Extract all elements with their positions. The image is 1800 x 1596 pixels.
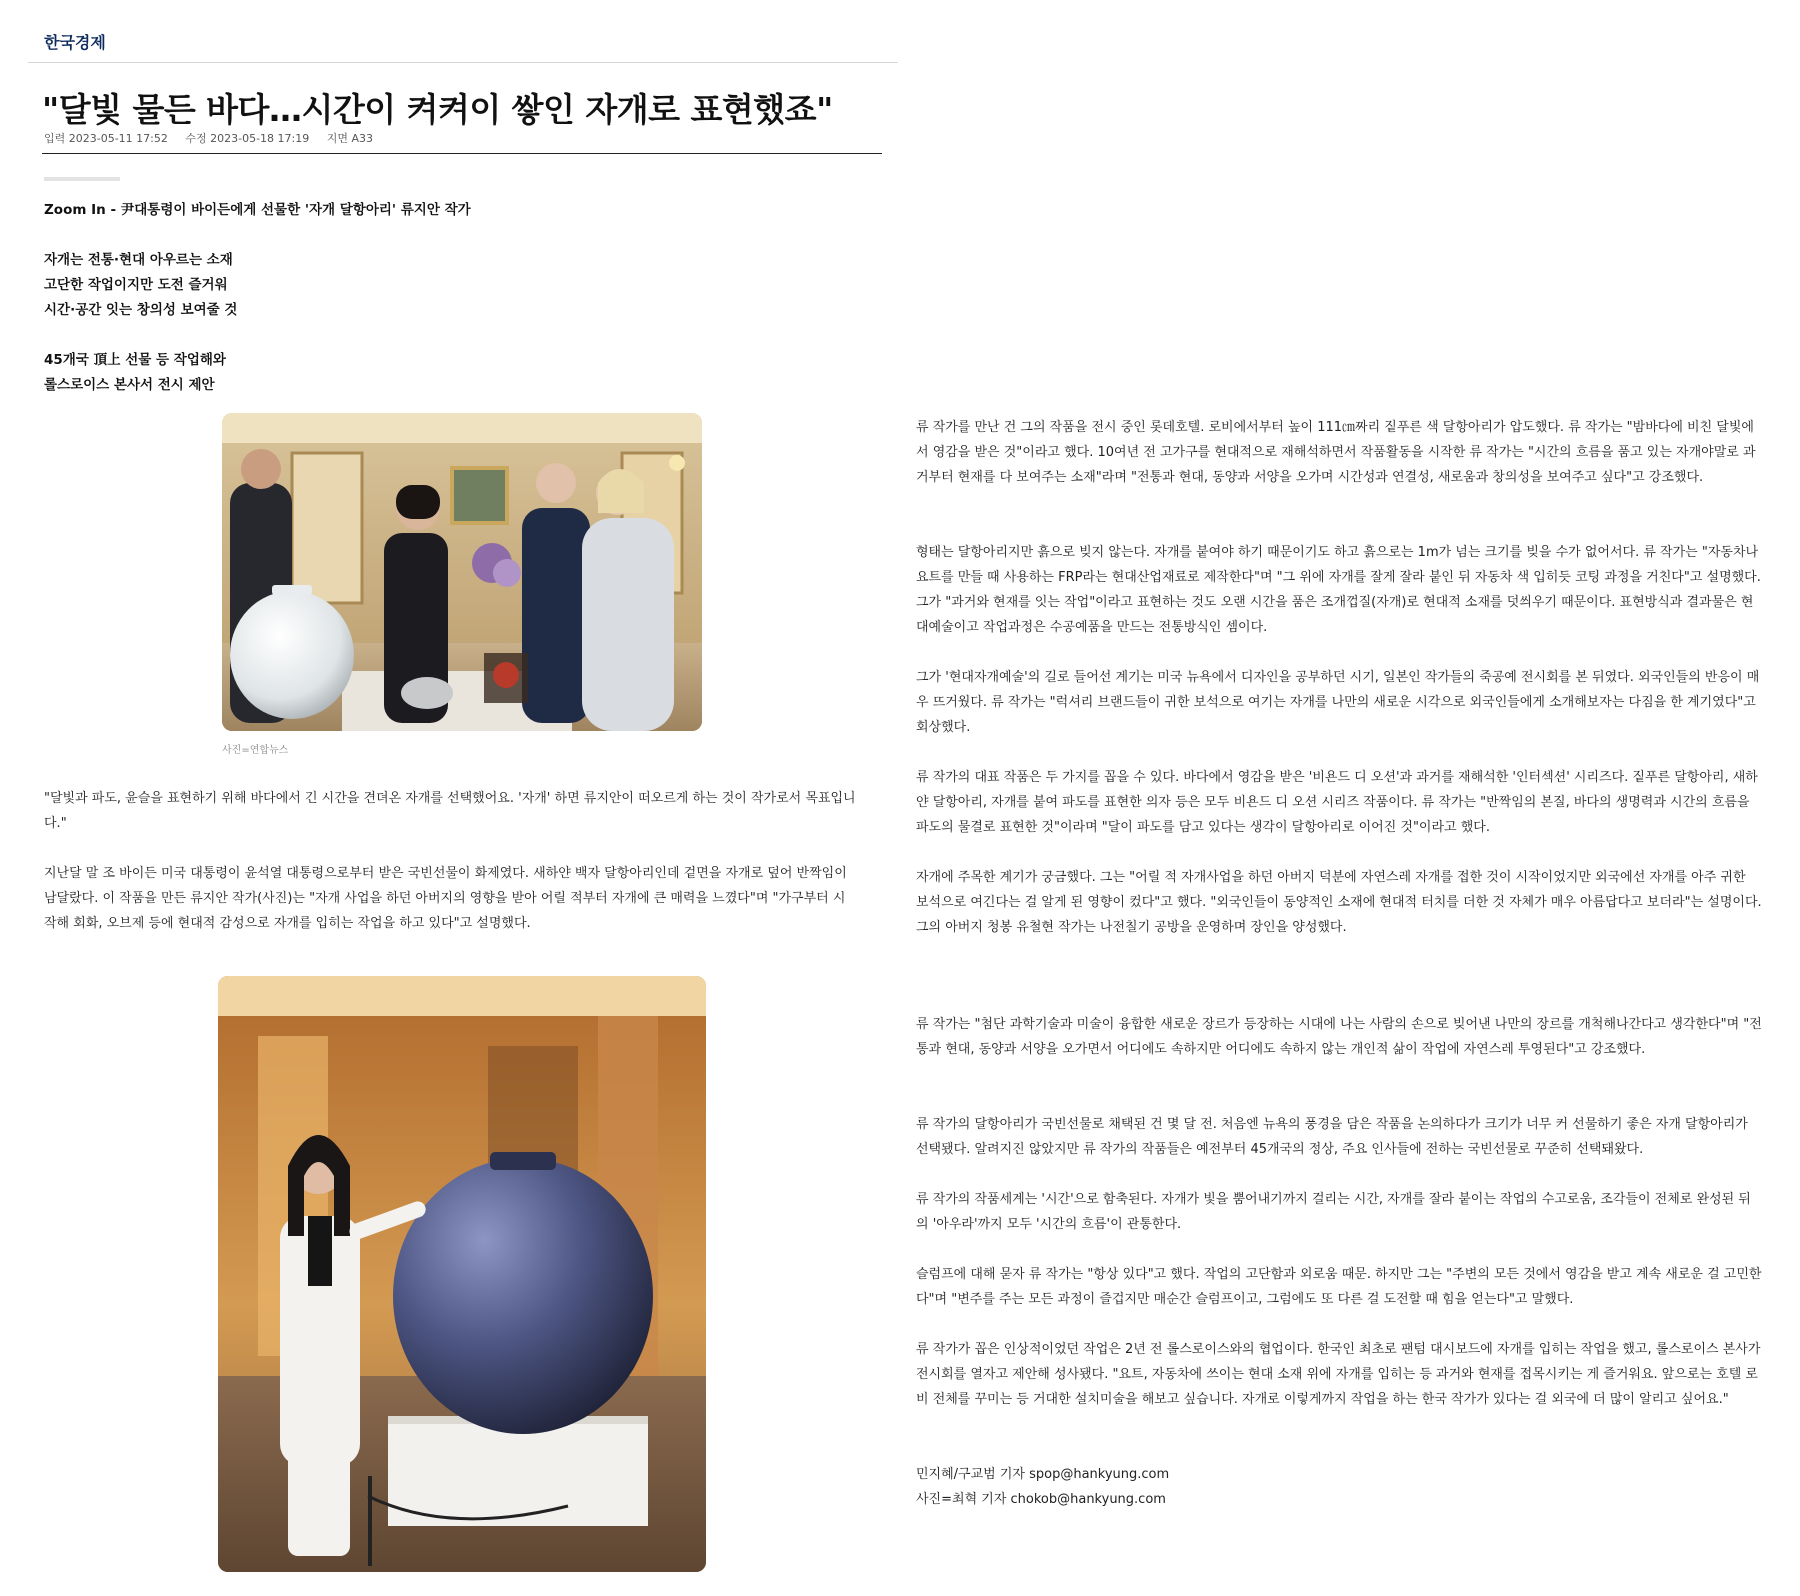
body-paragraph: 류 작가를 만난 건 그의 작품을 전시 중인 롯데호텔. 로비에서부터 높이 111㎝짜리 짙푸른 색 달항아리가 압도했다. 류 작가는 "밤바다에 비친 달빛에서 영감을 받은 것"이라고 했다. 10여년 전 고가구를 현대적으로 재해석하면서 작품활동을 시작한 류 작가는 "시간의 흐름을 품고 있는 자개야말로 과거부터 현재를 다 보여주는 소재"라며 "전통과 현대, 동양과 서양을 오가며 시간성과 연결성, 새로움과 창의성을 보여주고 싶다"고 강조했다. <box>916 420 1756 485</box>
body-paragraph: 형태는 달항아리지만 흙으로 빚지 않는다. 자개를 붙여야 하기 때문이기도 하고 흙으로는 1m가 넘는 크기를 빚을 수가 없어서다. 류 작가는 "자동차나 요트를 만들 때 사용하는 FRP라는 현대산업재료로 제작한다"며 "그 위에 자개를 잘게 잘라 붙인 뒤 자동차 색 입히듯 코팅 과정을 거친다"고 설명했다. 그가 "과거와 현재를 잇는 작업"이라고 표현하는 것도 오랜 시간을 품은 조개껍질(자개)로 현대적 소재를 덧씌우기 때문이다. 표현방식과 결과물은 현대예술이고 작업과정은 수공예품을 만드는 전통방식인 셈이다. <box>916 545 1761 635</box>
body-paragraph: 슬럼프에 대해 묻자 류 작가는 "항상 있다"고 했다. 작업의 고단함과 외로움 때문. 하지만 그는 "주변의 모든 것에서 영감을 받고 계속 새로운 걸 고민한다"며 "변주를 주는 모든 과정이 즐겁지만 매순간 슬럼프이고, 그럼에도 또 다른 걸 도전할 때 힘을 얻는다"고 말했다. <box>916 1267 1762 1307</box>
subhead-spacer <box>44 223 471 248</box>
subhead: 45개국 頂上 선물 등 작업해와 <box>44 352 226 368</box>
publication-logo[interactable]: 한국경제 <box>44 33 106 52</box>
section-marker <box>44 177 120 181</box>
subhead: 자개는 전통·현대 아우르는 소재 <box>44 252 233 268</box>
byline-photographer: 사진=최혁 기자 chokob@hankyung.com <box>916 1492 1166 1507</box>
article-photo-artist <box>218 976 706 1572</box>
body-paragraph: "달빛과 파도, 윤슬을 표현하기 위해 바다에서 긴 시간을 견뎌온 자개를 선택했어요. '자개' 하면 류지안이 떠오르게 하는 것이 작가로서 목표입니다." <box>44 791 856 831</box>
header-divider <box>28 62 898 63</box>
byline-reporter: 민지혜/구교범 기자 spop@hankyung.com <box>916 1467 1170 1482</box>
modified-timestamp: 수정 2023-05-18 17:19 <box>185 132 310 145</box>
body-paragraph: 류 작가의 작품세계는 '시간'으로 함축된다. 자개가 빛을 뿜어내기까지 걸리는 시간, 자개를 잘라 붙이는 작업의 수고로움, 조각들이 전체로 완성된 뒤의 '아우라'까지 모두 '시간의 흐름'이 관통한다. <box>916 1192 1751 1232</box>
headline-divider <box>42 153 882 154</box>
subhead-spacer <box>44 323 471 348</box>
body-paragraph: 그가 '현대자개예술'의 길로 들어선 계기는 미국 뉴욕에서 디자인을 공부하던 시기, 일본인 작가들의 죽공예 전시회를 본 뒤였다. 외국인들의 반응이 매우 뜨거웠다. 류 작가는 "럭셔리 브랜드들이 귀한 보석으로 여기는 자개를 나만의 새로운 시각으로 외국인들에게 소개해보자는 다짐을 한 계기였다"고 회상했다. <box>916 670 1760 735</box>
article-photo-state-visit <box>222 413 702 731</box>
body-paragraph: 류 작가의 달항아리가 국빈선물로 채택된 건 몇 달 전. 처음엔 뉴욕의 풍경을 담은 작품을 논의하다가 크기가 너무 커 선물하기 좋은 자개 달항아리가 선택됐다. 알려지진 않았지만 류 작가의 작품들은 예전부터 45개국의 정상, 주요 인사들에 전하는 국빈선물로 꾸준히 선택돼왔다. <box>916 1117 1748 1157</box>
body-paragraph: 자개에 주목한 계기가 궁금했다. 그는 "어릴 적 자개사업을 하던 아버지 덕분에 자연스레 자개를 접한 것이 시작이었지만 외국에선 자개를 아주 귀한 보석으로 여긴다는 걸 알게 된 영향이 컸다"고 했다. "외국인들이 동양적인 소재에 현대적 터치를 더한 것 자체가 매우 아름답다고 보더라"는 설명이다. 그의 아버지 청봉 유철현 작가는 나전칠기 공방을 운영하며 장인을 양성했다. <box>916 870 1762 935</box>
print-page: 지면 A33 <box>326 132 374 145</box>
body-paragraph: 류 작가는 "첨단 과학기술과 미술이 융합한 새로운 장르가 등장하는 시대에 나는 사람의 손으로 빚어낸 나만의 장르를 개척해나간다고 생각한다"며 "전통과 현대, 동양과 서양을 오가면서 어디에도 속하지만 어디에도 속하지 않는 개인적 삶이 작업에 자연스레 투영된다"고 강조했다. <box>916 1017 1762 1057</box>
article-meta <box>44 130 387 146</box>
article-headline: "달빛 물든 바다…시간이 켜켜이 쌓인 자개로 표현했죠" <box>42 90 833 129</box>
body-paragraph: 지난달 말 조 바이든 미국 대통령이 윤석열 대통령으로부터 받은 국빈선물이 화제였다. 새하얀 백자 달항아리인데 겉면을 자개로 덮어 반짝임이 남달랐다. 이 작품을 만든 류지안 작가(사진)는 "자개 사업을 하던 아버지의 영향을 받아 어릴 적부터 자개에 큰 매력을 느꼈다"며 "가구부터 시작해 회화, 오브제 등에 현대적 감성으로 자개를 입히는 작업을 하고 있다"고 설명했다. <box>44 866 847 931</box>
subhead: 롤스로이스 본사서 전시 제안 <box>44 377 215 393</box>
body-paragraph: 류 작가가 꼽은 인상적이었던 작업은 2년 전 롤스로이스와의 협업이다. 한국인 최초로 팬텀 대시보드에 자개를 입히는 작업을 했고, 롤스로이스 본사가 전시회를 열자고 제안해 성사됐다. "요트, 자동차에 쓰이는 현대 소재 위에 자개를 입히는 등 과거와 현재를 접목시키는 게 즐거워요. 앞으로는 호텔 로비 전체를 꾸미는 등 거대한 설치미술을 해보고 싶습니다. 자개로 이렇게까지 작업을 하는 한국 작가가 있다는 걸 외국에 더 많이 알리고 싶어요." <box>916 1342 1761 1407</box>
subhead: 고단한 작업이지만 도전 즐거워 <box>44 277 228 293</box>
body-paragraph: 류 작가의 대표 작품은 두 가지를 꼽을 수 있다. 바다에서 영감을 받은 '비욘드 디 오션'과 과거를 재해석한 '인터섹션' 시리즈다. 짙푸른 달항아리, 새하얀 달항아리, 자개를 붙여 파도를 표현한 의자 등은 모두 비욘드 디 오션 시리즈 작품이다. 류 작가는 "반짝임의 본질, 바다의 생명력과 시간의 흐름을 파도의 물결로 표현한 것"이라며 "달이 파도를 담고 있다는 생각이 달항아리로 이어진 것"이라고 했다. <box>916 770 1758 835</box>
photo-caption: 사진=연합뉴스 <box>222 745 289 756</box>
subhead: 시간·공간 잇는 창의성 보여줄 것 <box>44 302 238 318</box>
subhead: Zoom In - 尹대통령이 바이든에게 선물한 '자개 달항아리' 류지안 작가 <box>44 202 471 218</box>
input-timestamp: 입력 2023-05-11 17:52 <box>44 132 168 145</box>
article-subheads <box>44 198 471 398</box>
